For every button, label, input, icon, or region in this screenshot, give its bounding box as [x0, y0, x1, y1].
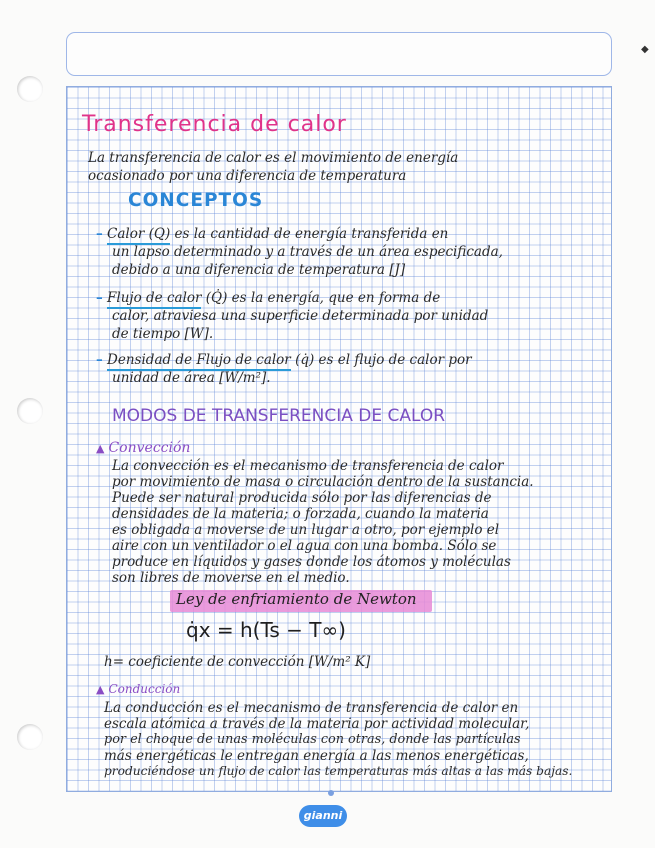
conduccion-line-1: La conducción es el mecanismo de transferencia de calor en	[104, 700, 519, 716]
conveccion-line-5: es obligada a moverse de un lugar a otro, por ejemplo el	[112, 522, 500, 538]
conceptos-heading: CONCEPTOS	[128, 190, 264, 211]
newton-law-title: Ley de enfriamiento de Newton	[176, 590, 417, 608]
binder-hole-bottom	[17, 724, 43, 750]
conveccion-line-3: Puede ser natural producida sólo por las diferencias de	[112, 490, 492, 506]
logo-dot	[328, 790, 334, 796]
calor-text-1: es la cantidad de energía transferida en	[174, 226, 449, 242]
binder-hole-top	[17, 76, 43, 102]
densidad-term: Densidad de Flujo de calor	[107, 352, 291, 371]
triangle-bullet-icon: ▲	[96, 683, 105, 696]
conduccion-line-2: escala atómica a través de la materia por actividad molecular,	[104, 716, 530, 732]
bullet-dash: –	[96, 290, 103, 306]
newton-formula: q̇x = h(Ts − T∞)	[186, 618, 346, 642]
conveccion-line-1: La convección es el mecanismo de transferencia de calor	[112, 458, 504, 474]
flujo-symbol: (Q̇)	[205, 290, 228, 306]
densidad-text-1: (q̇) es el flujo de calor por	[295, 352, 472, 368]
calor-text-2: un lapso determinado y a través de un área especificada,	[112, 244, 503, 260]
conveccion-line-7: produce en líquidos y gases donde los átomos y moléculas	[112, 554, 511, 570]
conveccion-line-2: por movimiento de masa o circulación dentro de la sustancia.	[112, 474, 534, 490]
conveccion-line-6: aire con un ventilador o el agua con una bomba. Sólo se	[112, 538, 497, 554]
conveccion-line-8: son libres de moverse en el medio.	[112, 570, 350, 586]
concept-calor-line-1	[96, 226, 448, 242]
flujo-term: Flujo de calor	[107, 290, 201, 309]
header-box	[66, 32, 612, 76]
concept-flujo-line-1	[96, 290, 440, 306]
triangle-bullet-icon: ▲	[96, 442, 105, 455]
calor-term: Calor (Q)	[107, 226, 170, 245]
conduccion-line-5: produciéndose un flujo de calor las temperaturas más altas a las más bajas.	[104, 764, 573, 778]
flujo-text-2: calor, atraviesa una superficie determinada por unidad	[112, 308, 489, 324]
bullet-dash: –	[96, 352, 103, 368]
intro-line-2: ocasionado por una diferencia de temperatura	[88, 168, 407, 184]
conduccion-line-3: por el choque de unas moléculas con otras, donde las partículas	[104, 732, 521, 747]
intro-line-1: La transferencia de calor es el movimiento de energía	[88, 150, 459, 166]
h-definition: h= coeficiente de convección [W/m² K]	[104, 654, 371, 670]
conveccion-heading-text: Convección	[108, 440, 191, 456]
brand-logo: gianni	[299, 805, 347, 827]
calor-text-3: debido a una diferencia de temperatura [J]	[112, 262, 406, 278]
flujo-text-1: es la energía, que en forma de	[231, 290, 441, 306]
concept-densidad-line-1	[96, 352, 472, 368]
modos-heading: MODOS DE TRANSFERENCIA DE CALOR	[112, 406, 446, 426]
binder-hole-middle	[17, 398, 43, 424]
corner-mark: ◆	[641, 44, 649, 55]
conduccion-heading	[96, 682, 180, 696]
densidad-text-2: unidad de área [W/m²].	[112, 370, 271, 386]
conduccion-line-4: más energéticas le entregan energía a las menos energéticas,	[104, 748, 529, 764]
flujo-text-3: de tiempo [W].	[112, 326, 214, 342]
page-title: Transferencia de calor	[82, 112, 347, 137]
bullet-dash: –	[96, 226, 103, 242]
conveccion-heading	[96, 440, 190, 456]
conduccion-heading-text: Conducción	[108, 682, 181, 696]
conveccion-line-4: densidades de la materia; o forzada, cuando la materia	[112, 506, 489, 522]
